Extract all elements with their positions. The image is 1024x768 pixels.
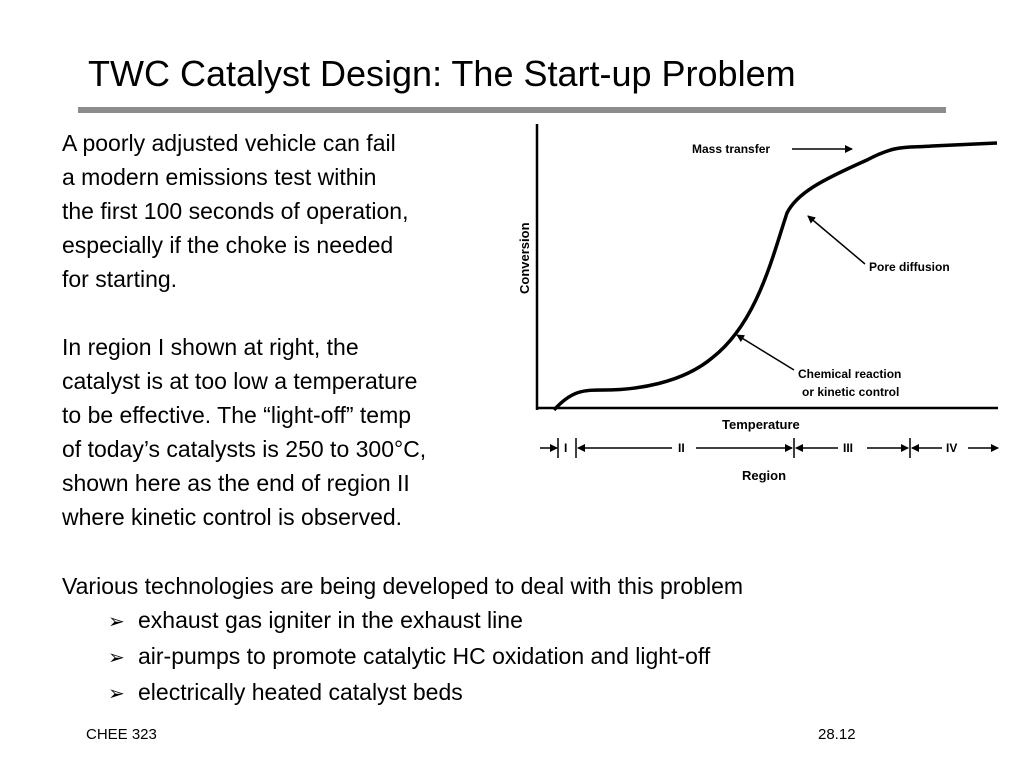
title-divider: [78, 107, 946, 113]
pore-diffusion-arrow: [808, 216, 865, 264]
pore-diffusion-label: Pore diffusion: [869, 260, 950, 274]
list-item-text: exhaust gas igniter in the exhaust line: [138, 607, 523, 633]
region-label-iii: III: [843, 441, 854, 455]
paragraph-region-one: [62, 330, 426, 534]
paragraph-line: shown here as the end of region II: [62, 470, 410, 496]
mass-transfer-label: Mass transfer: [692, 142, 771, 156]
arrow-bullet-icon: ➢: [108, 647, 125, 669]
slide-title: TWC Catalyst Design: The Start-up Problem: [88, 53, 796, 94]
course-code: CHEE 323: [86, 726, 157, 743]
chemical-reaction-arrow: [737, 335, 794, 370]
list-item: [108, 639, 710, 675]
paragraph-line: a modern emissions test within: [62, 164, 377, 190]
x-axis-label: Temperature: [722, 417, 800, 432]
slide-number: 28.12: [818, 726, 856, 743]
technology-list: [108, 603, 710, 711]
region-axis-label: Region: [742, 468, 787, 483]
list-item: [108, 675, 710, 711]
arrow-bullet-icon: ➢: [108, 611, 125, 633]
paragraph-line: especially if the choke is needed: [62, 232, 394, 258]
list-item: [108, 603, 710, 639]
list-item-text: air-pumps to promote catalytic HC oxidation and light-off: [138, 643, 711, 669]
region-label-i: I: [564, 441, 568, 455]
paragraph-line: where kinetic control is observed.: [62, 504, 403, 530]
conversion-temperature-diagram: [512, 118, 1002, 488]
list-item-text: electrically heated catalyst beds: [138, 679, 463, 705]
paragraph-line: for starting.: [62, 266, 178, 292]
chemical-reaction-label: Chemical reaction: [798, 367, 902, 381]
paragraph-line: In region I shown at right, the: [62, 334, 359, 360]
paragraph-technologies: [62, 569, 743, 603]
region-label-iv: IV: [946, 441, 958, 455]
paragraph-line: Various technologies are being developed to deal with this problem: [62, 573, 744, 599]
paragraph-startup-failure: [62, 126, 409, 296]
y-axis-label: Conversion: [517, 222, 532, 294]
paragraph-line: to be effective. The “light-off” temp: [62, 402, 412, 428]
conversion-curve: [554, 143, 997, 410]
paragraph-line: A poorly adjusted vehicle can fail: [62, 130, 396, 156]
paragraph-line: of today’s catalysts is 250 to 300°C,: [62, 436, 427, 462]
arrow-bullet-icon: ➢: [108, 683, 125, 705]
paragraph-line: the first 100 seconds of operation,: [62, 198, 409, 224]
region-label-ii: II: [678, 441, 685, 455]
kinetic-control-label: or kinetic control: [802, 385, 900, 399]
paragraph-line: catalyst is at too low a temperature: [62, 368, 418, 394]
